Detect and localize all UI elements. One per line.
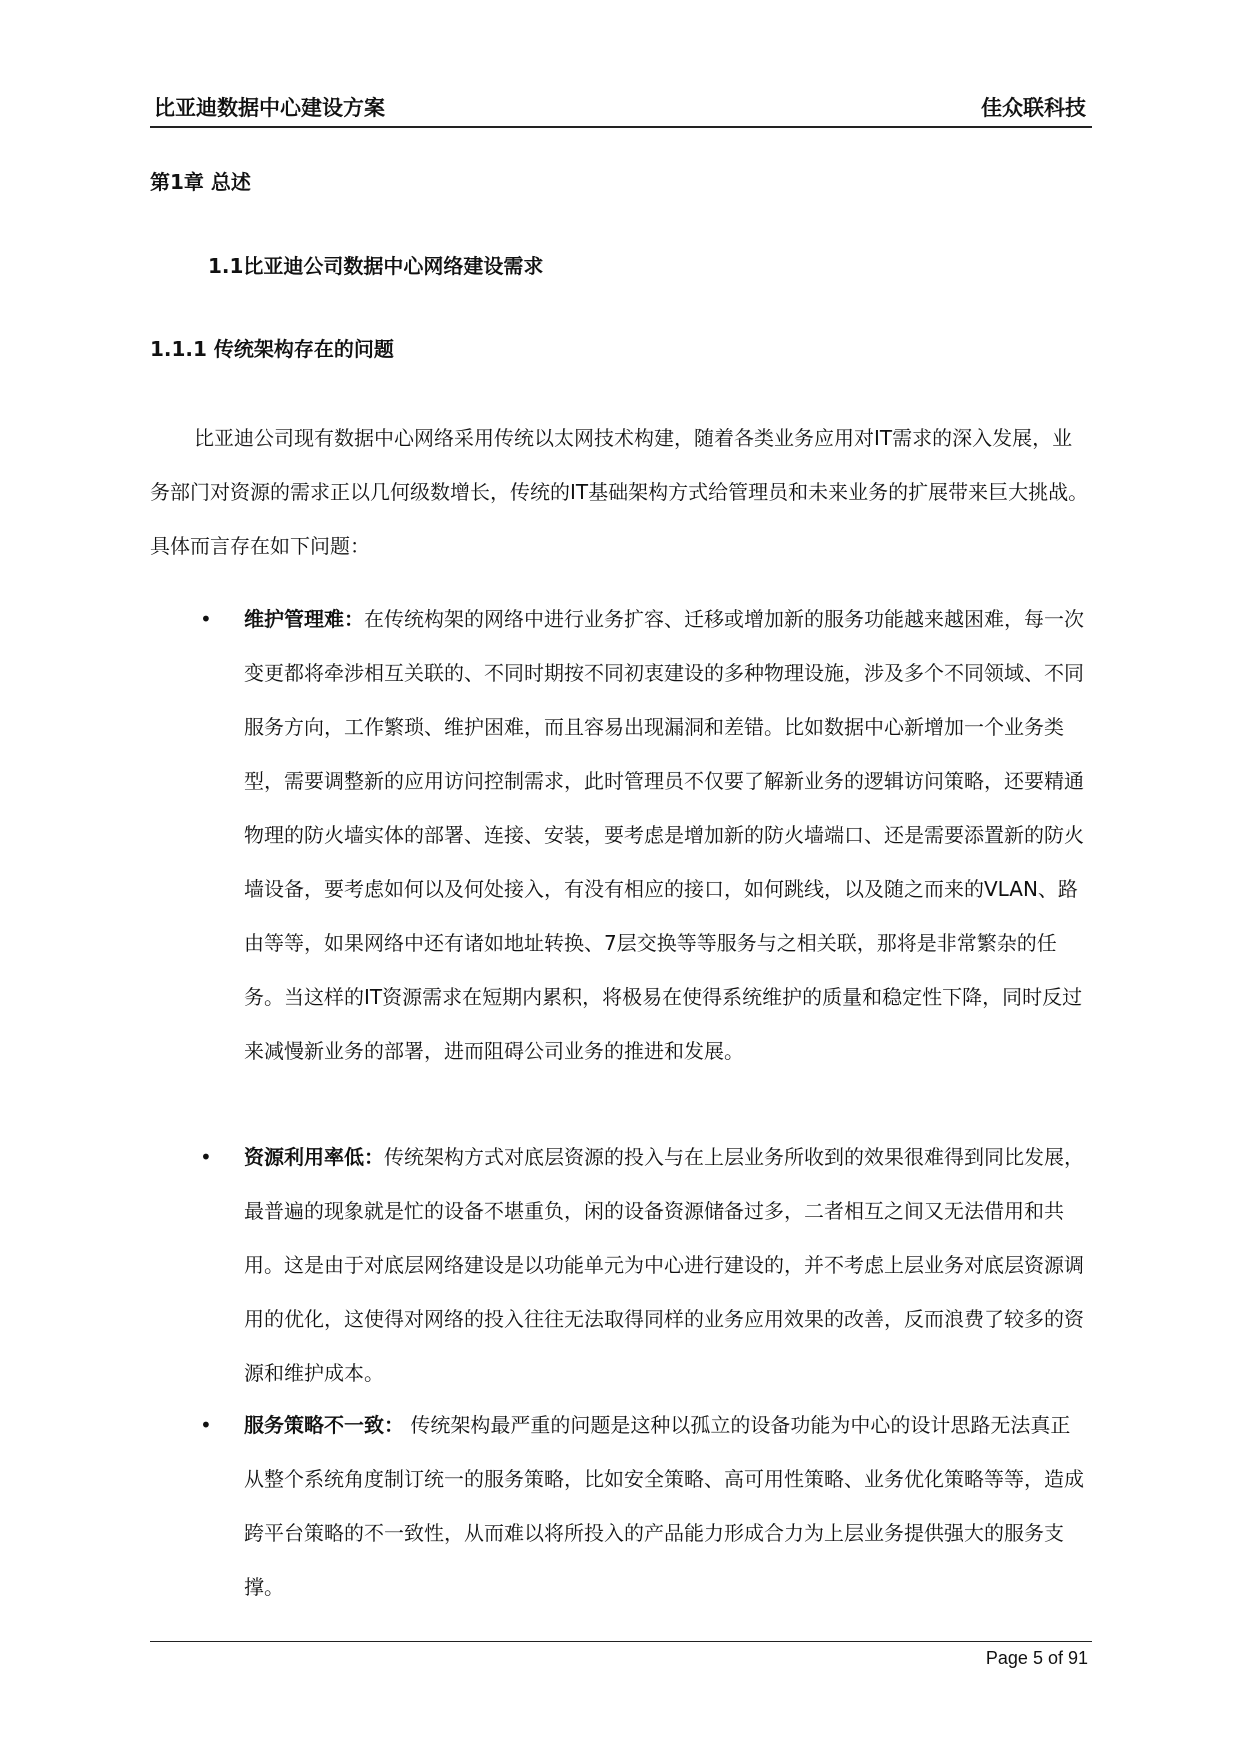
- bullet-icon: •: [200, 1145, 212, 1169]
- bullet-icon: •: [200, 607, 212, 631]
- bullet-title: 维护管理难：: [244, 607, 364, 631]
- bullet-body: [244, 592, 1090, 1078]
- bullet-body: [244, 1398, 1090, 1614]
- page-header: [150, 90, 1092, 128]
- page-number: Page 5 of 91: [985, 1648, 1088, 1668]
- bullet-title: 服务策略不一致：: [244, 1413, 404, 1437]
- bullet-body: [244, 1130, 1090, 1400]
- header-document-title: 比亚迪数据中心建设方案: [154, 96, 385, 120]
- page-footer: [150, 1641, 1092, 1668]
- bullet-text: 传统架构最严重的问题是这种以孤立的设备功能为中心的设计思路无法真正从整个系统角度制订统一的服务策略，比如安全策略、高可用性策略、业务优化策略等等，造成跨平台策略的不一致性，从而难以将所投入的产品能力形成合力为上层业务提供强大的服务支撑。: [244, 1413, 1084, 1599]
- bullet-title: 资源利用率低：: [244, 1145, 384, 1169]
- bullet-icon: •: [200, 1413, 212, 1437]
- section-title: 1.1比亚迪公司数据中心网络建设需求: [208, 254, 544, 278]
- intro-paragraph: 比亚迪公司现有数据中心网络采用传统以太网技术构建，随着各类业务应用对IT需求的深入发展，业务部门对资源的需求正以几何级数增长，传统的IT基础架构方式给管理员和未来业务的扩展带来巨大挑战。具体而言存在如下问题：: [150, 426, 1089, 558]
- bullet-text: 传统架构方式对底层资源的投入与在上层业务所收到的效果很难得到同比发展，最普遍的现象就是忙的设备不堪重负，闲的设备资源储备过多，二者相互之间又无法借用和共用。这是由于对底层网络建设是以功能单元为中心进行建设的，并不考虑上层业务对底层资源调用的优化，这使得对网络的投入往往无法取得同样的业务应用效果的改善，反而浪费了较多的资源和维护成本。: [244, 1145, 1084, 1385]
- subsection-title: 1.1.1 传统架构存在的问题: [150, 337, 394, 361]
- header-company-name: 佳众联科技: [981, 96, 1086, 120]
- bullet-text: 在传统构架的网络中进行业务扩容、迁移或增加新的服务功能越来越困难，每一次变更都将牵涉相互关联的、不同时期按不同初衷建设的多种物理设施，涉及多个不同领域、不同服务方向，工作繁琐、维护困难，而且容易出现漏洞和差错。比如数据中心新增加一个业务类型，需要调整新的应用访问控制需求，此时管理员不仅要了解新业务的逻辑访问策略，还要精通物理的防火墙实体的部署、连接、安装，要考虑是增加新的防火墙端口、还是需要添置新的防火墙设备，要考虑如何以及何处接入，有没有相应的接口，如何跳线，以及随之而来的VLAN、路由等等，如果网络中还有诸如地址转换、7层交换等等服务与之相关联，那将是非常繁杂的任务。当这样的IT资源需求在短期内累积，将极易在使得系统维护的质量和稳定性下降，同时反过来减慢新业务的部署，进而阻碍公司业务的推进和发展。: [244, 607, 1084, 1063]
- chapter-title: 第1章 总述: [150, 170, 251, 194]
